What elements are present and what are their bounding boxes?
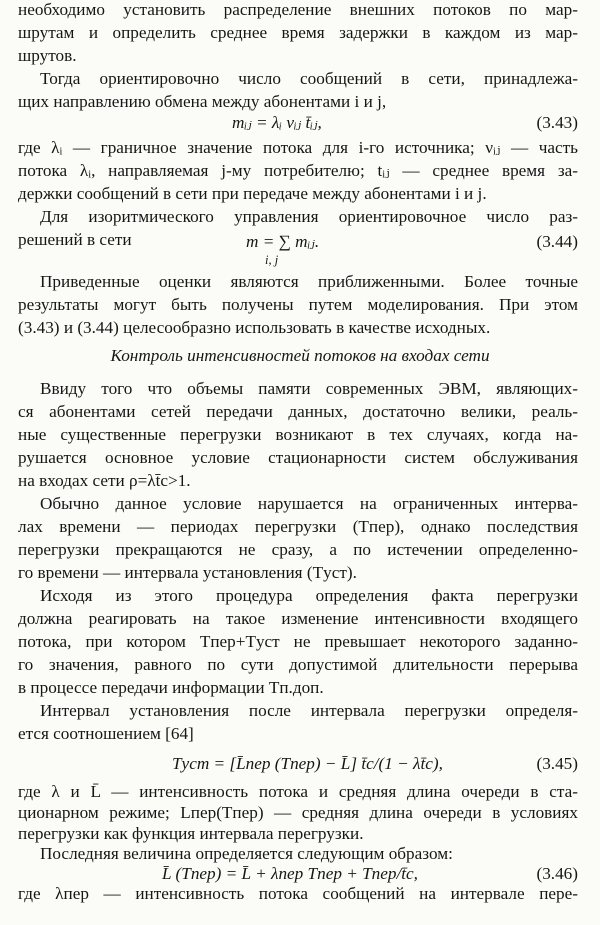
equation-number: (3.43)	[536, 113, 578, 132]
text-line: решений в сети	[18, 230, 132, 249]
text-line: лах времени — периодах перегрузки (Tпер), однако последствия	[18, 517, 578, 536]
text-line: результаты могут быть получены путем моделирования. При этом	[18, 295, 578, 314]
text-line: ется соотношением [64]	[18, 724, 194, 743]
text-line: Ввиду того что объемы памяти современных ЭВМ, являющих-	[40, 379, 578, 398]
text-line: где λᵢ — граничное значение потока для i-го источника; νᵢⱼ — часть	[18, 138, 578, 157]
text-line: в процессе передачи информации Tп.доп.	[18, 678, 324, 697]
text-line: потока, при котором Tпер+Tуст не превышает некоторого заданно-	[18, 632, 578, 651]
text-line: должна реагировать на такое изменение интенсивности входящего	[18, 609, 578, 628]
text-line: где λ и L̄ — интенсивность потока и средняя длина очереди в ста-	[18, 782, 578, 801]
text-line: Тогда ориентировочно число сообщений в сети, принадлежа-	[40, 69, 578, 88]
text-line: ционарном режиме; Lпер(Tпер) — средняя длина очереди в условиях	[18, 803, 578, 822]
text-line: на входах сети ρ=λt̄c>1.	[18, 471, 191, 490]
text-line: Приведенные оценки являются приближенными. Более точные	[40, 272, 578, 291]
equation-3-44: m = ∑ mᵢⱼ.	[246, 232, 320, 251]
equation-3-46: L̄ (Tпер) = L̄ + λпер Tпер + Tпер/t̄c,	[162, 864, 418, 883]
text-line: щих направлению обмена между абонентами i и j,	[18, 92, 387, 111]
text-line: Обычно данное условие нарушается на ограниченных интерва-	[40, 494, 578, 513]
equation-3-43: mᵢⱼ = λᵢ νᵢⱼ t̄ᵢⱼ,	[232, 113, 322, 132]
text-line: ся абонентами сетей передачи данных, достаточно велики, реаль-	[18, 402, 578, 421]
text-line: рушается основное условие стационарности систем обслуживания	[18, 448, 578, 467]
text-line: ные существенные перегрузки возникают в тех случаях, когда на-	[18, 425, 578, 444]
text-line: го времени — интервала установления (Tуст).	[18, 563, 357, 582]
equation-number: (3.45)	[536, 754, 578, 773]
text-line: где λпер — интенсивность потока сообщений на интервале пере-	[18, 884, 578, 903]
section-heading: Контроль интенсивностей потоков на входах сети	[110, 346, 490, 365]
sum-index: i, j	[265, 253, 279, 267]
text-line: держки сообщений в сети при передаче между абонентами i и j.	[18, 184, 487, 203]
equation-3-45: Tуст = [L̄пер (Tпер) − L̄] t̄c/(1 − λt̄c),	[172, 754, 443, 773]
text-line: необходимо установить распределение внешних потоков по мар-	[18, 0, 578, 19]
text-line: го значения, равного по сути допустимой длительности перерыва	[18, 655, 578, 674]
equation-number: (3.44)	[536, 232, 578, 251]
equation-number: (3.46)	[536, 864, 578, 883]
text-line: шрутам и определить среднее время задержки в каждом из мар-	[18, 23, 578, 42]
text-line: (3.43) и (3.44) целесообразно использовать в качестве исходных.	[18, 318, 491, 337]
text-line: Для изоритмического управления ориентировочное число раз-	[40, 207, 578, 226]
text-line: Исходя из этого процедура определения факта перегрузки	[40, 586, 578, 605]
text-line: шрутов.	[18, 46, 77, 65]
text-line: потока λᵢ, направляемая j-му потребителю; tᵢⱼ — среднее время за-	[18, 161, 578, 180]
text-line: перегрузки как функция интервала перегрузки.	[18, 824, 364, 843]
text-line: перегрузки прекращаются не сразу, а по истечении определенно-	[18, 540, 578, 559]
text-line: Интервал установления после интервала перегрузки определя-	[40, 701, 578, 720]
text-line: Последняя величина определяется следующим образом:	[40, 844, 453, 863]
